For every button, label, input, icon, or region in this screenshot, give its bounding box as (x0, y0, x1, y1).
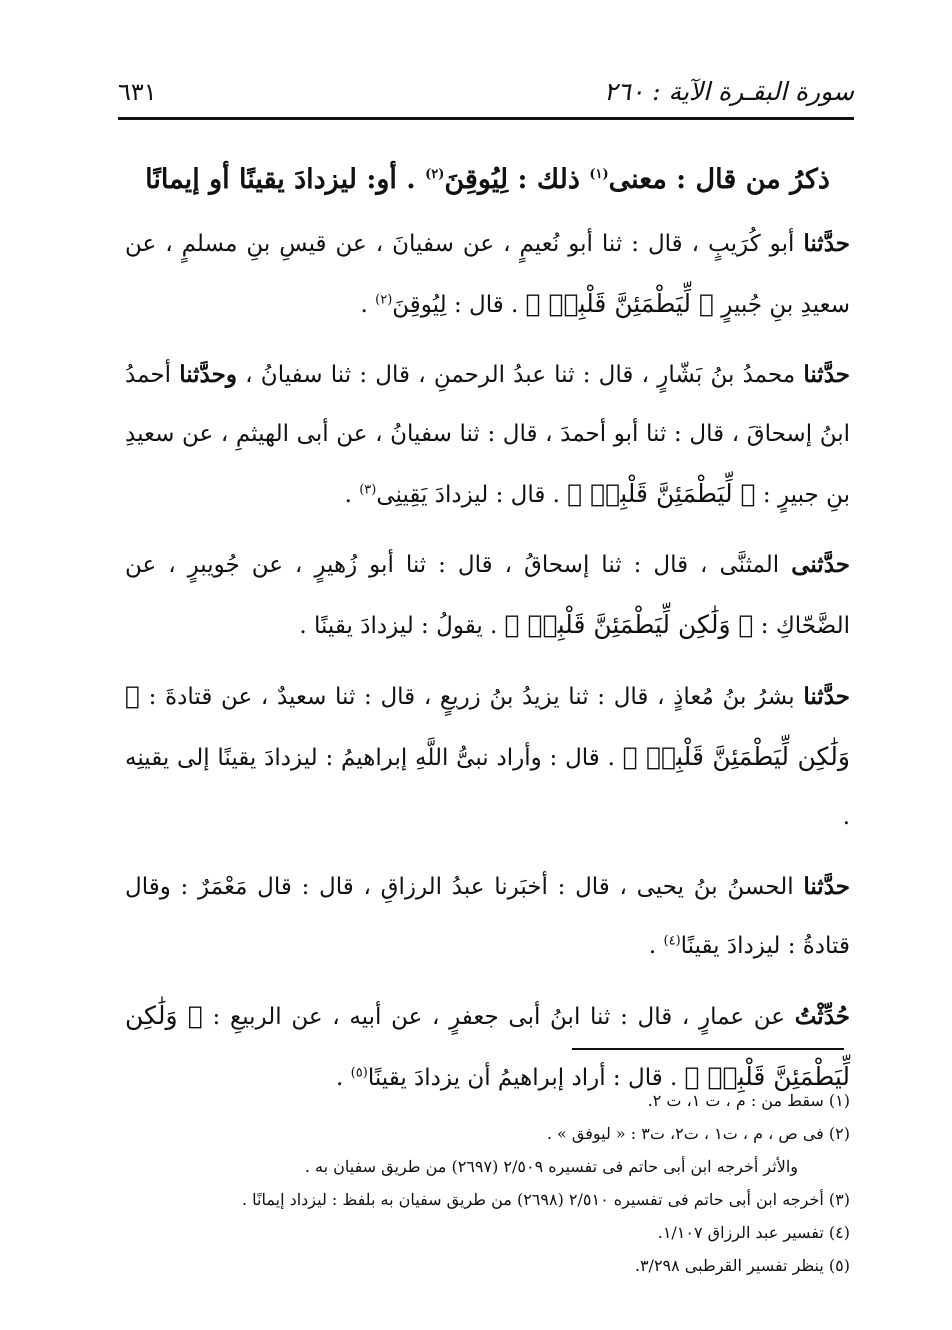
footnote: (٥) ينظر تفسير القرطبى ٣/٢٩٨. (634, 1256, 850, 1275)
footnote-separator (572, 1048, 844, 1050)
footnote: (٢) فى ص ، م ، ت١ ، ت٢، ت٣ : « ليوفق » . (546, 1124, 850, 1143)
footnote-ref: (٢) (425, 167, 445, 182)
quran-quote: ﴿ لِّيَطْمَئِنَّ قَلْبِىۖ ﴾ (525, 289, 714, 318)
isnad-lead: وحدَّثنا (179, 361, 237, 388)
narration-paragraph: حدَّثنا أبو كُرَيبٍ ، قال : ثنا أبو نُعيمٍ ، عن سفيانَ ، عن قيسِ بنِ مسلمٍ ، عن سعيدِ بنِ جُبيرٍ ﴿ لِّيَطْمَئِنَّ قَلْبِىۖ ﴾ . قال : لِيُوقِنَ$^{(٢)}$ . (125, 230, 850, 318)
quran-quote: ﴿ وَلَٰكِن لِّيَطْمَئِنَّ قَلْبِىۖ ﴾ (125, 1001, 850, 1091)
isnad-lead: حدَّثنا (803, 873, 850, 900)
section-heading: ذكرُ من قال : معنى$^{(١)}$ ذلك : لِيُوقِنَ$^{(٢)}$ . أو: ليزدادَ يقينًا أو إيمانًا (145, 164, 830, 195)
isnad-lead: حدَّثنا (803, 361, 850, 388)
narration-paragraph: حدَّثنا محمدُ بنُ بَشّارٍ ، قال : ثنا عبدُ الرحمنِ ، قال : ثنا سفيانُ ، وحدَّثنا أحمدُ ابنُ إسحاقَ ، قال : ثنا أبو أحمدَ ، قال : ثنا سفيانُ ، عن أبى الهيثمِ ، عن سعيدِ بنِ جبيرٍ : ﴿ لِّيَطْمَئِنَّ قَلْبِىۖ ﴾ . قال : ليزدادَ يَقِينِى$^{(٣)}$ . (125, 361, 850, 508)
page-header (118, 66, 854, 106)
footnote-ref: (٣) (359, 482, 377, 498)
quran-quote: ﴿ وَلَٰكِن لِّيَطْمَئِنَّ قَلْبِىۖ ﴾ (504, 610, 754, 639)
footnote-continuation: والأثر أخرجه ابن أبى حاتم فى تفسيره ٢/٥٠٩ (٢٦٩٧) من طريق سفيان به . (304, 1157, 798, 1176)
footnote: (٤) تفسير عبد الرزاق ١/١٠٧. (657, 1223, 850, 1242)
narration-paragraph: حدَّثنا الحسنُ بنُ يحيى ، قال : أخبَرنا عبدُ الرزاقِ ، قال : قال مَعْمَرٌ : وقال قتادةُ : ليزدادَ يقينًا$^{(٤)}$ . (125, 873, 850, 959)
running-title: سورة البقـرة الآية : ٢٦٠ (603, 77, 854, 106)
footnote-ref: (٥) (350, 1065, 368, 1081)
footnote-ref: (١) (589, 167, 609, 182)
narration-paragraph: حُدِّثْتُ عن عمارٍ ، قال : ثنا ابنُ أبى جعفرٍ ، عن أبيه ، عن الربيعِ : ﴿ وَلَٰكِن لِّيَطْمَئِنَّ قَلْبِىۖ ﴾ . قال : أراد إبراهيمُ أن يزدادَ يقينًا$^{(٥)}$ . (125, 1001, 850, 1091)
isnad-lead: حُدِّثْتُ (794, 1003, 850, 1030)
main-text (125, 150, 850, 1118)
footnotes (160, 1084, 850, 1282)
quran-quote: ﴿ وَلَٰكِن لِّيَطْمَئِنَّ قَلْبِىۖ ﴾ (125, 681, 850, 771)
narration-paragraph: حدَّثنا بشرُ بنُ مُعاذٍ ، قال : ثنا يزيدُ بنُ زريعٍ ، قال : ثنا سعيدٌ ، عن قتادةَ : ﴿ وَلَٰكِن لِّيَطْمَئِنَّ قَلْبِىۖ ﴾ . قال : وأراد نبىُّ اللَّهِ إبراهيمُ : ليزدادَ يقينًا إلى يقينِه . (125, 681, 850, 830)
footnote: (٣) أخرجه ابن أبى حاتم فى تفسيره ٢/٥١٠ (٢٦٩٨) من طريق سفيان به بلفظ : ليزداد إيمانًا . (241, 1190, 850, 1209)
header-rule (118, 117, 854, 120)
page-number: ٦٣١ (118, 78, 157, 106)
isnad-lead: حدَّثنا (803, 230, 850, 257)
footnote: (١) سقط من : م ، ت ١، ت ٢. (647, 1091, 850, 1110)
narration-paragraph: حدَّثنى المثنَّى ، قال : ثنا إسحاقُ ، قال : ثنا أبو زُهيرٍ ، عن جُويبرٍ ، عن الضَّحّاكِ : ﴿ وَلَٰكِن لِّيَطْمَئِنَّ قَلْبِىۖ ﴾ . يقولُ : ليزدادَ يقينًا . (125, 551, 850, 639)
footnote-ref: (٤) (663, 933, 681, 949)
quran-quote: ﴿ لِّيَطْمَئِنَّ قَلْبِىۖ ﴾ (567, 479, 756, 508)
isnad-lead: حدَّثنى (791, 551, 850, 578)
footnote-ref: (٢) (375, 292, 393, 308)
isnad-lead: حدَّثنا (803, 683, 850, 710)
